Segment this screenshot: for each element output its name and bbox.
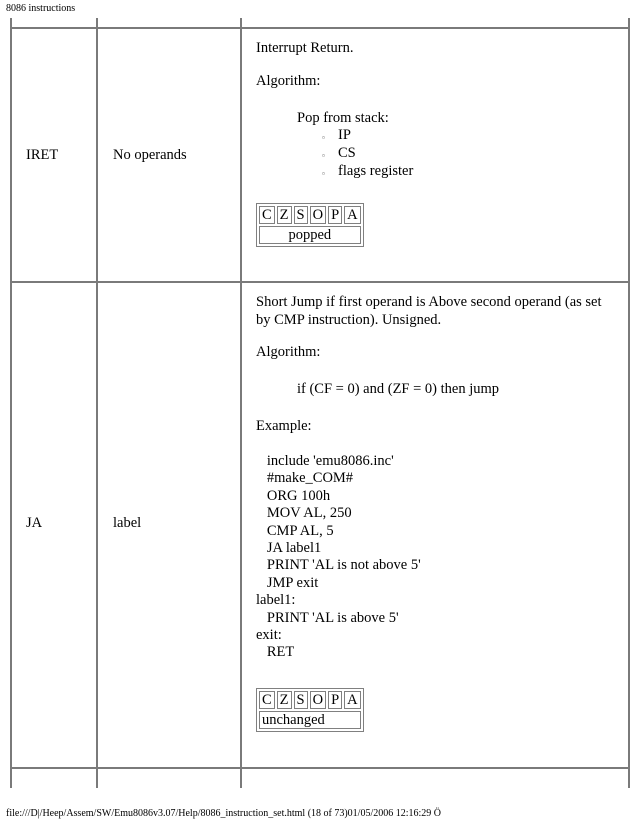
row-1-top: [10, 27, 630, 29]
pop-item: flags register: [338, 163, 414, 179]
square-bullet-icon: ▫: [322, 151, 325, 160]
flag-cell: O: [310, 691, 326, 709]
instruction-description: Interrupt Return.: [256, 40, 354, 56]
col-separator-2: [240, 18, 242, 788]
flag-cell: P: [328, 691, 342, 709]
flag-cell: Z: [277, 691, 292, 709]
row-2-bottom: [10, 767, 630, 769]
row-separator: [10, 281, 630, 283]
flag-cell: A: [344, 691, 360, 709]
square-bullet-icon: ▫: [322, 133, 325, 142]
flag-cell: C: [259, 691, 275, 709]
algorithm-text: if (CF = 0) and (ZF = 0) then jump: [297, 381, 500, 397]
pop-label: Pop from stack:: [297, 110, 389, 126]
instruction-operands: label: [113, 515, 142, 531]
table-border-right: [628, 18, 630, 788]
square-bullet-icon: ▫: [322, 169, 325, 178]
page-footer: file:///D|/Heep/Assem/SW/Emu8086v3.07/Help/8086_instruction_set.html (18 of 73)01/05/2006 12:16:29 Ö: [6, 808, 442, 819]
pop-item: CS: [338, 145, 356, 161]
algorithm-label: Algorithm:: [256, 73, 321, 89]
flag-cell: O: [310, 206, 326, 224]
col-separator-1: [96, 18, 98, 788]
code-example: include 'emu8086.inc' #make_COM# ORG 100h MOV AL, 250 CMP AL, 5 JA label1 PRINT 'AL is not above 5' JMP exit label1: PRINT 'AL is above 5' exit: RET: [256, 453, 421, 661]
flags-status: popped: [259, 226, 361, 244]
instruction-name: IRET: [26, 147, 59, 163]
instruction-operands: No operands: [113, 147, 187, 163]
flag-cell: P: [328, 206, 342, 224]
flags-table: [256, 203, 364, 247]
instruction-table: [10, 18, 630, 788]
instruction-description-line: by CMP instruction). Unsigned.: [256, 312, 442, 328]
instruction-description-line: Short Jump if first operand is Above second operand (as set: [256, 294, 602, 310]
example-label: Example:: [256, 418, 312, 434]
page-header: 8086 instructions: [6, 3, 76, 14]
flag-cell: S: [294, 206, 308, 224]
flags-status: unchanged: [259, 711, 361, 729]
flag-cell: S: [294, 691, 308, 709]
table-border-left: [10, 18, 12, 788]
flag-cell: Z: [277, 206, 292, 224]
instruction-name: JA: [26, 515, 43, 531]
algorithm-label: Algorithm:: [256, 344, 321, 360]
flag-cell: C: [259, 206, 275, 224]
flag-cell: A: [344, 206, 360, 224]
pop-item: IP: [338, 127, 351, 143]
flags-table: [256, 688, 364, 732]
